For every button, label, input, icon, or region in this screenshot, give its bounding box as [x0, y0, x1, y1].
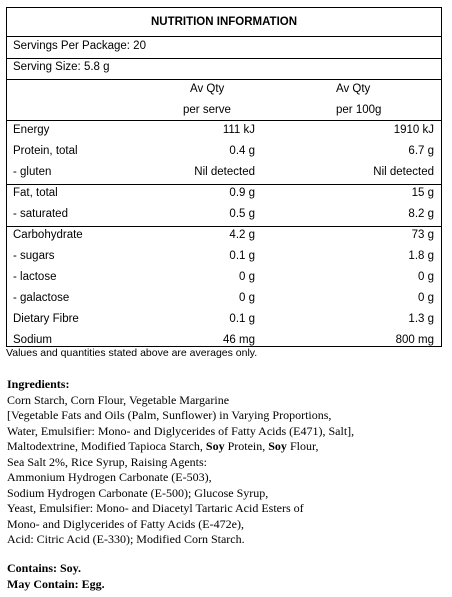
- ingredient-line: [7, 439, 447, 455]
- ingredient-line: [7, 455, 447, 471]
- ingredient-text: Water, Emulsifier: Mono- and Diglycerides of Fatty Acids (E471), Salt],: [7, 423, 355, 438]
- nutrient-label: Sodium: [13, 334, 52, 346]
- per-serve-value: 0.4 g: [229, 145, 255, 157]
- ingredient-text: Mono- and Diglycerides of Fatty Acids (E-472e),: [7, 516, 244, 531]
- ingredient-line: [7, 408, 447, 424]
- nutrition-panel: [6, 7, 442, 347]
- ingredient-text: Flour,: [286, 439, 319, 453]
- nutrient-label: Fat, total: [13, 187, 58, 199]
- per-100g-value: 8.2 g: [408, 208, 434, 220]
- divider: [7, 58, 441, 59]
- ingredients-heading: Ingredients:: [7, 377, 70, 391]
- ingredient-line: [7, 486, 447, 502]
- may-contain-statement: May Contain: Egg.: [7, 576, 105, 591]
- per-serve-value: 0.1 g: [229, 250, 255, 262]
- nutrient-label: Protein, total: [13, 145, 78, 157]
- col1-header-top: Av Qty: [190, 83, 225, 95]
- per-100g-value: 1.3 g: [408, 313, 434, 325]
- group-divider: [7, 184, 441, 185]
- allergen-block: [7, 561, 105, 592]
- ingredient-line: [7, 532, 447, 548]
- per-100g-value: Nil detected: [373, 166, 434, 178]
- ingredient-text: Corn Starch, Corn Flour, Vegetable Margarine: [7, 392, 230, 407]
- ingredient-text: Acid: Citric Acid (E-330); Modified Corn Starch.: [7, 532, 245, 546]
- ingredients-list: [7, 393, 447, 548]
- per-serve-value: 0.5 g: [229, 208, 255, 220]
- divider: [7, 79, 441, 80]
- per-serve-value: 4.2 g: [229, 229, 255, 241]
- per-serve-value: 0 g: [239, 292, 255, 304]
- ingredient-line: [7, 501, 447, 517]
- nutrient-label: - sugars: [13, 250, 55, 262]
- header-divider: [7, 120, 441, 121]
- ingredient-text: [Vegetable Fats and Oils (Palm, Sunflower) in Varying Proportions,: [7, 408, 332, 422]
- nutrient-label: - galactose: [13, 292, 70, 304]
- per-serve-value: 0.9 g: [229, 187, 255, 199]
- ingredient-line: [7, 517, 447, 533]
- per-serve-value: Nil detected: [194, 166, 255, 178]
- averages-note: Values and quantities stated above are averages only.: [6, 347, 258, 359]
- ingredients-block: [7, 377, 447, 548]
- ingredient-text: Protein,: [224, 439, 269, 453]
- ingredient-line: [7, 470, 447, 486]
- nutrient-label: Energy: [13, 124, 50, 136]
- group-divider: [7, 226, 441, 227]
- per-100g-value: 0 g: [418, 271, 434, 283]
- per-100g-value: 1.8 g: [408, 250, 434, 262]
- per-serve-value: 0 g: [239, 271, 255, 283]
- ingredient-text: Maltodextrine, Modified Tapioca Starch,: [7, 439, 206, 453]
- per-100g-value: 6.7 g: [408, 145, 434, 157]
- per-100g-value: 0 g: [418, 292, 434, 304]
- ingredient-text: Yeast, Emulsifier: Mono- and Diacetyl Tartaric Acid Esters of: [7, 501, 304, 515]
- ingredient-text: Ammonium Hydrogen Carbonate (E-503),: [7, 470, 212, 484]
- per-serve-value: 0.1 g: [229, 313, 255, 325]
- divider: [7, 36, 441, 37]
- ingredient-line: [7, 424, 447, 440]
- nutrient-label: Carbohydrate: [13, 229, 83, 241]
- allergen-text: Soy: [205, 439, 225, 453]
- serving-size: Serving Size: 5.8 g: [13, 61, 110, 73]
- nutrient-label: - lactose: [13, 271, 57, 283]
- col2-header-top: Av Qty: [336, 83, 371, 95]
- per-serve-value: 111 kJ: [222, 124, 255, 136]
- nutrient-label: - saturated: [13, 208, 68, 220]
- per-100g-value: 1910 kJ: [393, 124, 434, 136]
- nutrient-label: Dietary Fibre: [13, 313, 79, 325]
- per-serve-value: 46 mg: [223, 334, 255, 346]
- contains-statement: Contains: Soy.: [7, 561, 82, 575]
- ingredient-text: Sodium Hydrogen Carbonate (E-500); Glucose Syrup,: [7, 485, 269, 500]
- col2-header-bottom: per 100g: [336, 104, 382, 116]
- ingredient-line: [7, 393, 447, 409]
- per-100g-value: 15 g: [411, 187, 434, 199]
- col1-header-bottom: per serve: [183, 104, 231, 116]
- per-100g-value: 800 mg: [395, 334, 434, 346]
- ingredient-text: Sea Salt 2%, Rice Syrup, Raising Agents:: [7, 454, 207, 469]
- allergen-text: Soy: [268, 439, 287, 453]
- per-100g-value: 73 g: [411, 229, 434, 241]
- servings-per-package: Servings Per Package: 20: [13, 40, 146, 52]
- panel-title: NUTRITION INFORMATION: [150, 16, 298, 28]
- nutrient-label: - gluten: [13, 166, 52, 178]
